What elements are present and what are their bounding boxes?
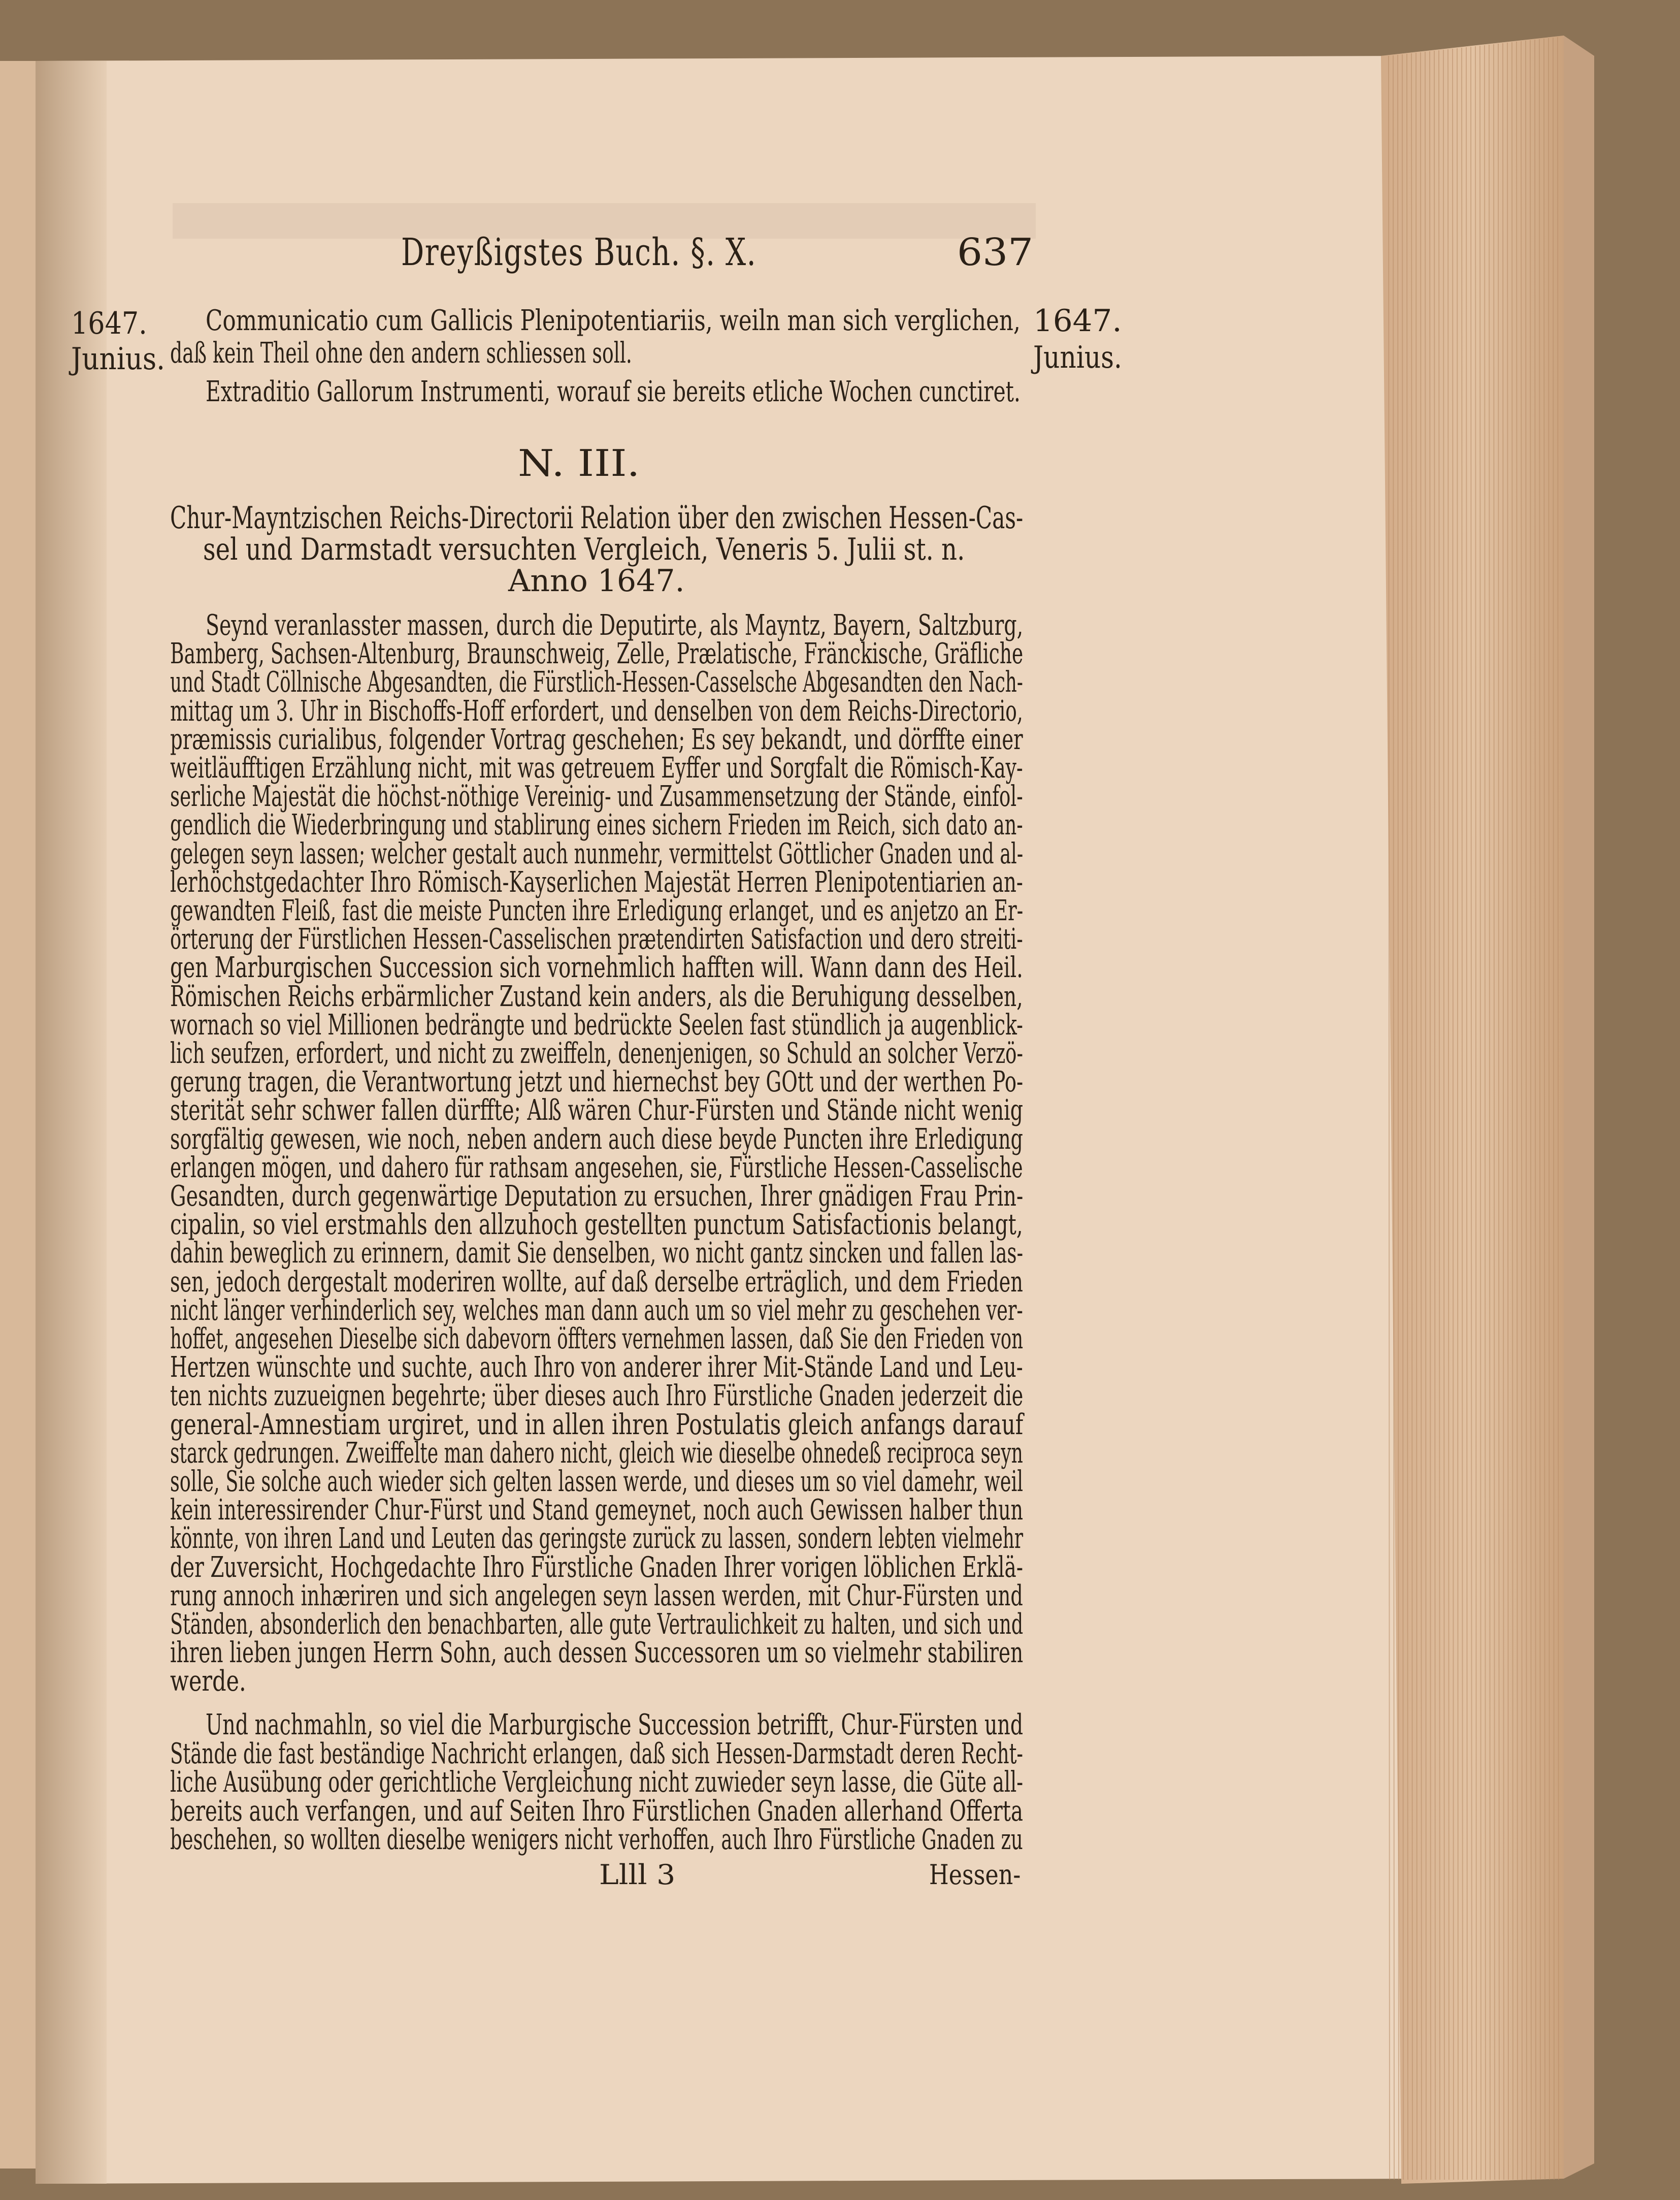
body-line: sen, jedoch dergestalt moderiren wollte, auf daß derselbe erträglich, und dem Frieden <box>170 1265 1023 1299</box>
body-line: und Stadt Cöllnische Abgesandten, die Fürstlich-Hessen-Casselsche Abgesandten den Nach- <box>170 666 1023 699</box>
margin-month-left: Junius. <box>71 341 166 377</box>
margin-year-left: 1647. <box>71 306 147 341</box>
body-line: gewandten Fleiß, fast die meiste Puncten ihre Erledigung erlanget, und es anjetzo an Er- <box>170 894 1024 927</box>
body-line: sterität sehr schwer fallen dürffte; Alß wären Chur-Fürsten und Stände nicht wenig <box>170 1094 1024 1127</box>
body-line: starck gedrungen. Zweiffelte man dahero nicht, gleich wie dieselbe ohnedeß reciproca seyn <box>170 1436 1023 1470</box>
body-line: Und nachmahln, so viel die Marburgische Succession betrifft, Chur-Fürsten und <box>206 1708 1024 1741</box>
body-line: cipalin, so viel erstmahls den allzuhoch gestellten punctum Satisfactionis belangt, <box>170 1208 1023 1242</box>
running-head: Dreyßigstes Buch. §. X. <box>401 231 757 274</box>
body-line: beschehen, so wollten dieselbe wenigers nicht verhoffen, auch Ihro Fürstliche Gnaden zu <box>170 1823 1023 1856</box>
body-line: Stände die fast beständige Nachricht erlangen, daß sich Hessen-Darmstadt deren Recht- <box>170 1737 1024 1770</box>
document-title-line: sel und Darmstadt versuchten Vergleich, Veneris 5. Julii st. n. <box>203 532 965 567</box>
body-line: gelegen seyn lassen; welcher gestalt auch nunmehr, vermittelst Göttlicher Gnaden und al- <box>170 837 1024 870</box>
body-line: præmissis curialibus, folgender Vortrag geschehen; Es sey bekandt, und dörffte einer <box>170 723 1023 756</box>
body-line: general-Amnestiam urgiret, und in allen ihren Postulatis gleich anfangs darauf <box>170 1408 1024 1441</box>
page-number: 637 <box>957 231 1034 274</box>
body-line: ten nichts zuzueignen begehrte; über dieses auch Ihro Fürstliche Gnaden jederzeit die <box>170 1379 1024 1413</box>
body-line: örterung der Fürstlichen Hessen-Casselischen prætendirten Satisfaction und dero streiti- <box>170 923 1023 956</box>
body-line: gen Marburgischen Succession sich vornehmlich hafften will. Wann dann des Heil. <box>170 951 1023 985</box>
body-line: liche Ausübung oder gerichtliche Vergleichung nicht zuwieder seyn lasse, die Güte all- <box>170 1766 1024 1799</box>
catchword: Hessen- <box>929 1859 1021 1891</box>
top-item-line: daß kein Theil ohne den andern schliessen soll. <box>170 337 632 370</box>
body-line: weitläufftigen Erzählung nicht, mit was getreuem Eyffer und Sorgfalt die Römisch-Kay- <box>170 752 1023 785</box>
body-line: erlangen mögen, und dahero für rathsam angesehen, sie, Fürstliche Hessen-Casselische <box>170 1151 1023 1184</box>
body-line: hoffet, angesehen Dieselbe sich dabevorn öffters vernehmen lassen, daß Sie den Frieden von <box>170 1322 1024 1355</box>
body-line: Seynd veranlasster massen, durch die Deputirte, als Mayntz, Bayern, Saltzburg, <box>206 609 1024 642</box>
body-line: gendlich die Wiederbringung und stablirung eines sichern Frieden im Reich, sich dato an- <box>170 808 1023 842</box>
margin-month-right: Junius. <box>1033 340 1123 375</box>
body-line: lich seufzen, erfordert, und nicht zu zweiffeln, denenjenigen, so Schuld an solcher Verzö- <box>170 1037 1024 1070</box>
body-line: Ständen, absonderlich den benachbarten, alle gute Vertraulichkeit zu halten, und sich und <box>170 1608 1024 1641</box>
document-title-line: Chur-Mayntzischen Reichs-Directorii Relation über den zwischen Hessen-Cas- <box>170 500 1024 536</box>
body-line: lerhöchstgedachter Ihro Römisch-Kayserlichen Majestät Herren Plenipotentiarien an- <box>170 865 1023 899</box>
body-line: ihren lieben jungen Herrn Sohn, auch dessen Successoren um so vielmehr stabiliren <box>170 1636 1024 1670</box>
body-line: serliche Majestät die höchst-nöthige Vereinig- und Zusammensetzung der Stände, einfol- <box>170 780 1023 814</box>
body-line: kein interessirender Chur-Fürst und Stand gemeynet, noch auch Gewissen halber thun <box>170 1494 1024 1527</box>
body-line: dahin beweglich zu erinnern, damit Sie denselben, wo nicht gantz sincken und fallen las- <box>170 1237 1024 1270</box>
body-line: bereits auch verfangen, und auf Seiten Ihro Fürstlichen Gnaden allerhand Offerta <box>170 1794 1024 1828</box>
body-line: gerung tragen, die Verantwortung jetzt und hiernechst bey GOtt und der werthen Po- <box>170 1065 1024 1099</box>
section-number: N. III. <box>518 442 640 484</box>
body-line: könnte, von ihren Land und Leuten das geringste zurück zu lassen, sondern lebten vielmehr <box>170 1522 1024 1556</box>
body-line: wornach so viel Millionen bedrängte und bedrückte Seelen fast stündlich ja augenblick- <box>170 1008 1024 1042</box>
document-title-line: Anno 1647. <box>508 563 685 599</box>
body-line: sorgfältig gewesen, wie noch, neben andern auch diese beyde Puncten ihre Erledigung <box>170 1122 1023 1156</box>
top-item-line: Communicatio cum Gallicis Plenipotentiariis, weiln man sich verglichen, <box>206 304 1020 337</box>
body-line: Hertzen wünschte und suchte, auch Ihro von anderer ihrer Mit-Stände Land und Leu- <box>170 1351 1023 1384</box>
body-line: Römischen Reichs erbärmlicher Zustand kein anders, als die Beruhigung desselben, <box>170 980 1023 1013</box>
top-item-line: Extraditio Gallorum Instrumenti, worauf sie bereits etliche Wochen cunctiret. <box>206 375 1020 408</box>
body-line: nicht länger verhinderlich sey, welches man dann auch um so viel mehr zu geschehen ver- <box>170 1293 1023 1327</box>
body-line: solle, Sie solche auch wieder sich gelten lassen werde, und dieses um so viel damehr, weil <box>170 1465 1024 1498</box>
body-line: Bamberg, Sachsen-Altenburg, Braunschweig, Zelle, Prælatische, Fränckische, Gräfliche <box>170 637 1024 671</box>
signature-mark: Llll 3 <box>599 1859 676 1891</box>
body-line: rung annoch inhæriren und sich angelegen seyn lassen werden, mit Chur-Fürsten und <box>170 1579 1023 1612</box>
margin-year-right: 1647. <box>1033 303 1122 339</box>
body-line: mittag um 3. Uhr in Bischoffs-Hoff erfordert, und denselben von dem Reichs-Directorio, <box>170 694 1023 728</box>
body-line: werde. <box>170 1665 246 1698</box>
body-line: Gesandten, durch gegenwärtige Deputation zu ersuchen, Ihrer gnädigen Frau Prin- <box>170 1180 1024 1213</box>
body-line: der Zuversicht, Hochgedachte Ihro Fürstliche Gnaden Ihrer vorigen löblichen Erklä- <box>170 1550 1024 1584</box>
